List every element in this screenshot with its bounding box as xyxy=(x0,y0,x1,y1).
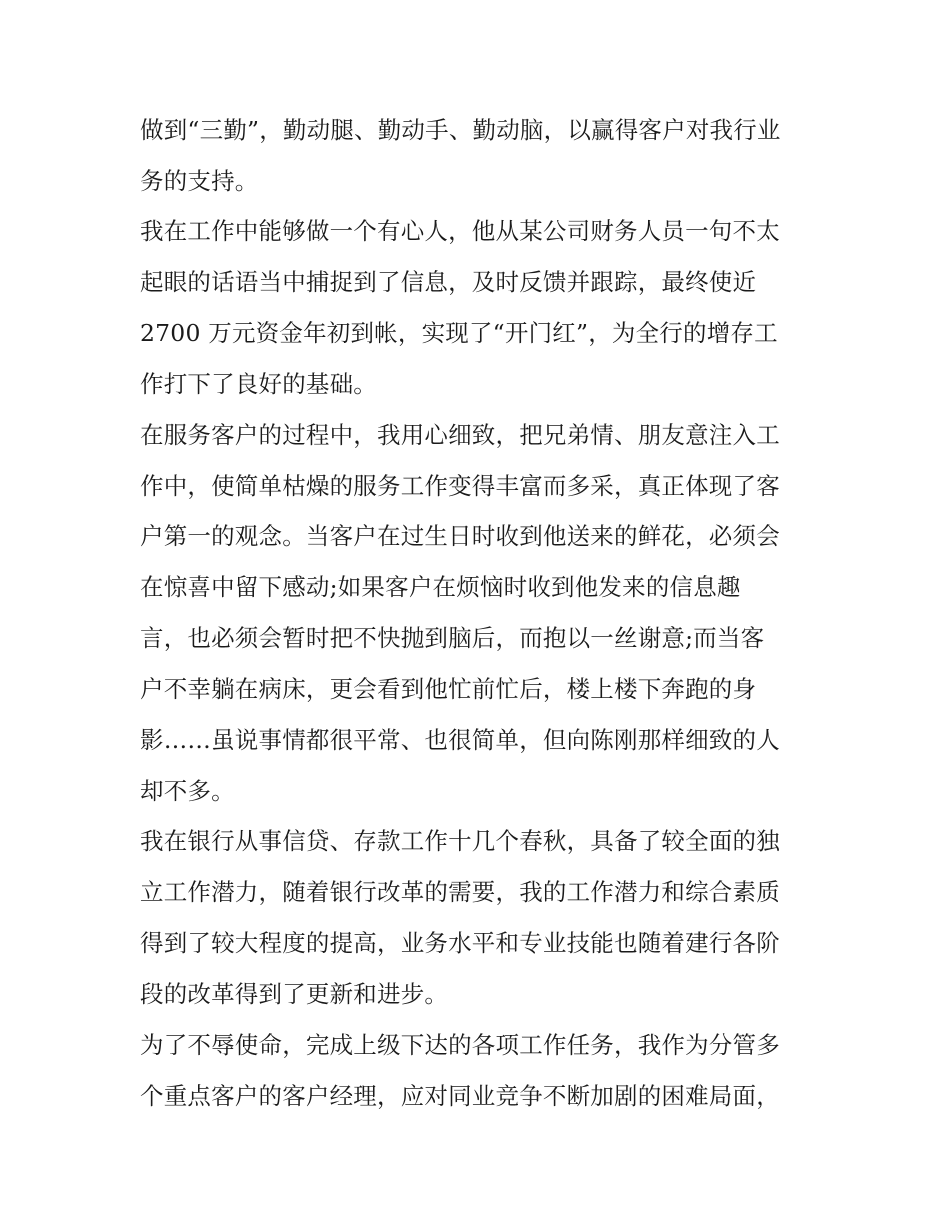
text-line: 户不幸躺在病床，更会看到他忙前忙后，楼上楼下奔跑的身 xyxy=(140,675,757,703)
text-line: 2700 万元资金年初到帐，实现了“开门红”，为全行的增存工 xyxy=(140,319,778,347)
text-line: 做到“三勤”，勤动腿、勤动手、勤动脑，以赢得客户对我行业 xyxy=(140,116,781,144)
text-line: 在惊喜中留下感动;如果客户在烦恼时收到他发来的信息趣 xyxy=(140,573,741,601)
text-line: 我在银行从事信贷、存款工作十几个春秋，具备了较全面的独 xyxy=(140,827,780,855)
text-line: 得到了较大程度的提高，业务水平和专业技能也随着建行各阶 xyxy=(140,929,780,957)
text-line: 起眼的话语当中捕捉到了信息，及时反馈并跟踪，最终使近 xyxy=(140,268,757,296)
text-line: 作打下了良好的基础。 xyxy=(140,370,377,398)
text-line: 为了不辱使命，完成上级下达的各项工作任务，我作为分管多 xyxy=(140,1031,780,1059)
text-line: 却不多。 xyxy=(140,777,235,805)
text-line: 户第一的观念。当客户在过生日时收到他送来的鲜花，必须会 xyxy=(140,522,780,550)
text-line: 作中，使简单枯燥的服务工作变得丰富而多采，真正体现了客 xyxy=(140,472,780,500)
text-line: 个重点客户的客户经理，应对同业竞争不断加剧的困难局面， xyxy=(140,1082,780,1110)
text-line: 立工作潜力，随着银行改革的需要，我的工作潜力和综合素质 xyxy=(140,878,780,906)
text-line: 在服务客户的过程中，我用心细致，把兄弟情、朋友意注入工 xyxy=(140,421,780,449)
text-line: 言，也必须会暂时把不快抛到脑后，而抱以一丝谢意;而当客 xyxy=(140,624,765,652)
text-line: 我在工作中能够做一个有心人，他从某公司财务人员一句不太 xyxy=(140,217,780,245)
text-line: 影……虽说事情都很平常、也很简单，但向陈刚那样细致的人 xyxy=(140,726,780,754)
text-line: 段的改革得到了更新和进步。 xyxy=(140,980,449,1008)
text-line: 务的支持。 xyxy=(140,167,259,195)
